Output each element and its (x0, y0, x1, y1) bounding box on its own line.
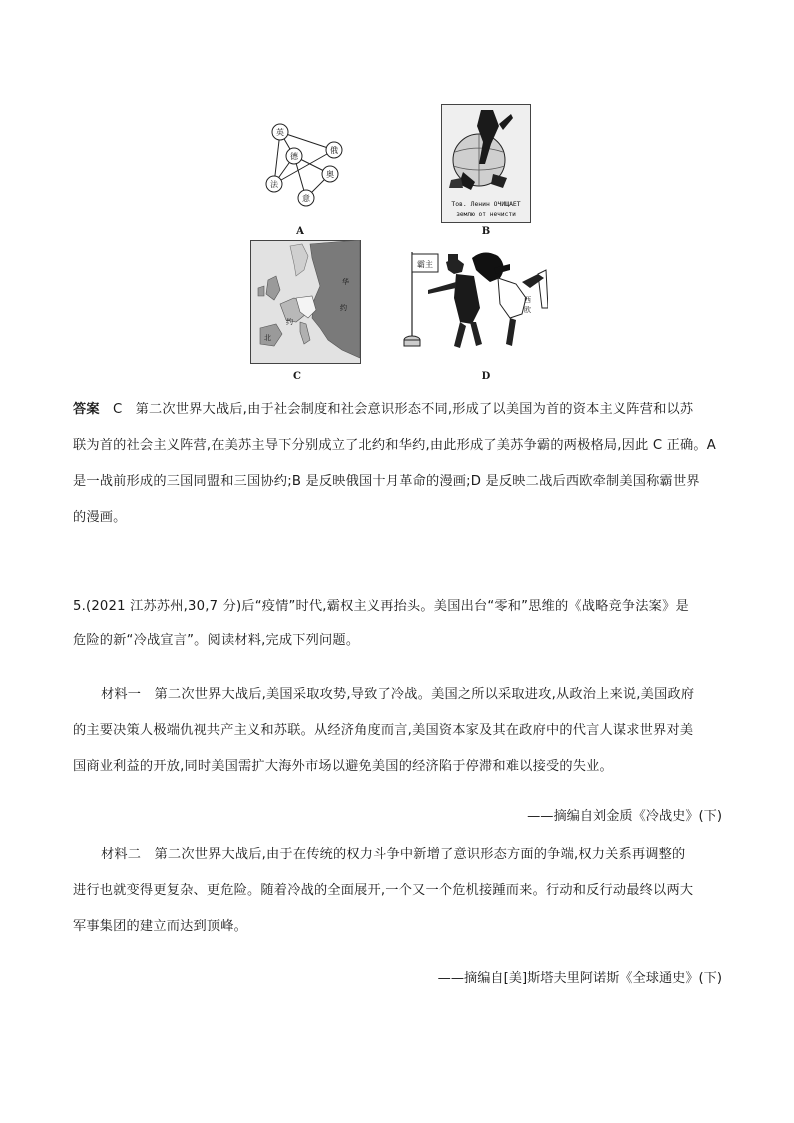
sign-text-2: 欧 (524, 306, 531, 314)
map-label-yue-east: 约 (340, 304, 347, 312)
answer-label: 答案 (73, 402, 100, 417)
material-1-line-2: 的主要决策人极端仇视共产主义和苏联。从经济角度而言,美国资本家及其在政府中的代言人谋求世界对美 (73, 723, 694, 738)
map-label-hua: 华 (342, 278, 349, 286)
figure-b-poster (441, 104, 531, 223)
material-1-source: ——摘编自刘金质《冷战史》(下) (527, 809, 722, 824)
figure-c-label: C (293, 371, 301, 382)
figure-d-cartoon (398, 248, 548, 352)
material-1-line-1: 材料一 第二次世界大战后,美国采取攻势,导致了冷战。美国之所以采取进攻,从政治上来说,美国政府 (101, 687, 695, 702)
answer-line-3: 是一战前形成的三国同盟和三国协约;B 是反映俄国十月革命的漫画;D 是反映二战后西欧牵制美国称霸世界 (73, 474, 700, 489)
figure-b-label: B (481, 226, 491, 237)
answer-text-1: 第二次世界大战后,由于社会制度和社会意识形态不同,形成了以美国为首的资本主义阵营和以苏 (135, 402, 694, 417)
answer-line-2: 联为首的社会主义阵营,在美苏主导下分别成立了北约和华约,由此形成了美苏争霸的两极格局,因此 C 正确。A (73, 438, 717, 453)
map-label-bei: 北 (264, 334, 271, 342)
node-britain: 英 (276, 128, 284, 137)
node-italy: 意 (302, 194, 310, 203)
answer-letter: C (112, 402, 123, 417)
material-2-line-3: 军事集团的建立而达到顶峰。 (73, 919, 248, 934)
material-2-line-1: 材料二 第二次世界大战后,由于在传统的权力斗争中新增了意识形态方面的争端,权力关系再调整的 (101, 847, 686, 862)
question-line-1: 5.(2021 江苏苏州,30,7 分)后“疫情”时代,霸权主义再抬头。美国出台“零和”思维的《战略竞争法案》是 (73, 599, 689, 614)
node-germany: 德 (290, 152, 298, 161)
material-1-cont (73, 716, 737, 782)
figure-c-map (250, 240, 361, 364)
answer-line-1 (73, 395, 737, 425)
answer-paragraph (73, 395, 737, 533)
figure-a-label: A (296, 226, 304, 237)
flag-text: 霸主 (417, 260, 433, 269)
node-austria: 奥 (326, 170, 334, 179)
answer-line-4: 的漫画。 (73, 510, 127, 525)
figure-d-label: D (481, 371, 491, 382)
sign-text-1: 西 (524, 296, 531, 304)
material-1 (73, 680, 737, 710)
map-label-yue-west: 约 (286, 318, 293, 326)
poster-caption-1: Тов. Ленин ОЧИЩАЕТ (451, 200, 521, 208)
material-2-cont (73, 876, 737, 942)
figure-a-diagram (258, 118, 350, 210)
material-2 (73, 840, 737, 870)
question-line-2: 危险的新“冷战宣言”。阅读材料,完成下列问题。 (73, 633, 360, 648)
question-5 (73, 592, 737, 656)
poster-caption-2: землю от нечисти (456, 211, 516, 218)
node-russia: 俄 (330, 146, 338, 155)
material-1-line-3: 国商业利益的开放,同时美国需扩大海外市场以避免美国的经济陷于停滞和难以接受的失业。 (73, 759, 613, 774)
material-2-source: ——摘编自[美]斯塔夫里阿诺斯《全球通史》(下) (437, 971, 722, 986)
material-2-line-2: 进行也就变得更复杂、更危险。随着冷战的全面展开,一个又一个危机接踵而来。行动和反行动最终以两大 (73, 883, 694, 898)
node-france: 法 (270, 180, 278, 189)
